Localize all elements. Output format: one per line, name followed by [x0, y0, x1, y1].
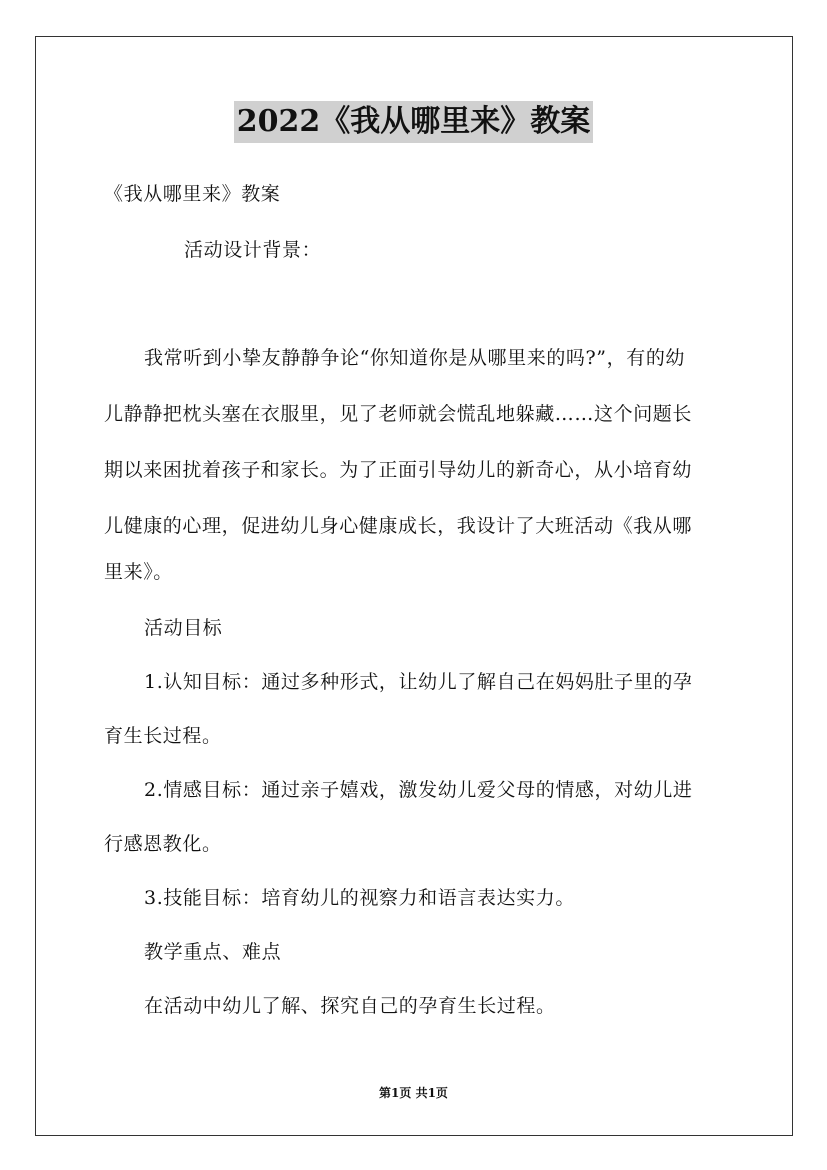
section-heading-goals: 活动目标 [144, 617, 223, 639]
paragraph-line: 期以来困扰着孩子和家长。为了正面引导幼儿的新奇心，从小培育幼 [104, 459, 693, 481]
goal-2-line: 2.情感目标：通过亲子嬉戏，激发幼儿爱父母的情感，对幼儿进 [144, 779, 693, 801]
focus-text: 在活动中幼儿了解、探究自己的孕育生长过程。 [144, 995, 556, 1017]
goal-3-line: 3.技能目标：培育幼儿的视察力和语言表达实力。 [144, 887, 575, 909]
paragraph-line: 我常听到小挚友静静争论“你知道你是从哪里来的吗?”，有的幼 [144, 347, 686, 369]
paragraph-line: 儿静静把枕头塞在衣服里，见了老师就会慌乱地躲藏……这个问题长 [104, 403, 693, 425]
page-footer: 第1页 共1页 [379, 1086, 448, 1100]
paragraph-line: 里来》。 [104, 561, 173, 583]
document-title: 2022《我从哪里来》教案 [234, 101, 594, 143]
paragraph-line: 儿健康的心理，促进幼儿身心健康成长，我设计了大班活动《我从哪 [104, 515, 693, 537]
subtitle: 《我从哪里来》教案 [104, 183, 281, 205]
goal-1-line: 1.认知目标：通过多种形式，让幼儿了解自己在妈妈肚子里的孕 [144, 671, 693, 693]
section-heading-focus: 教学重点、难点 [144, 941, 282, 963]
goal-2-line: 行感恩教化。 [104, 833, 222, 855]
goal-1-line: 育生长过程。 [104, 725, 222, 747]
section-heading-background: 活动设计背景： [184, 239, 322, 261]
